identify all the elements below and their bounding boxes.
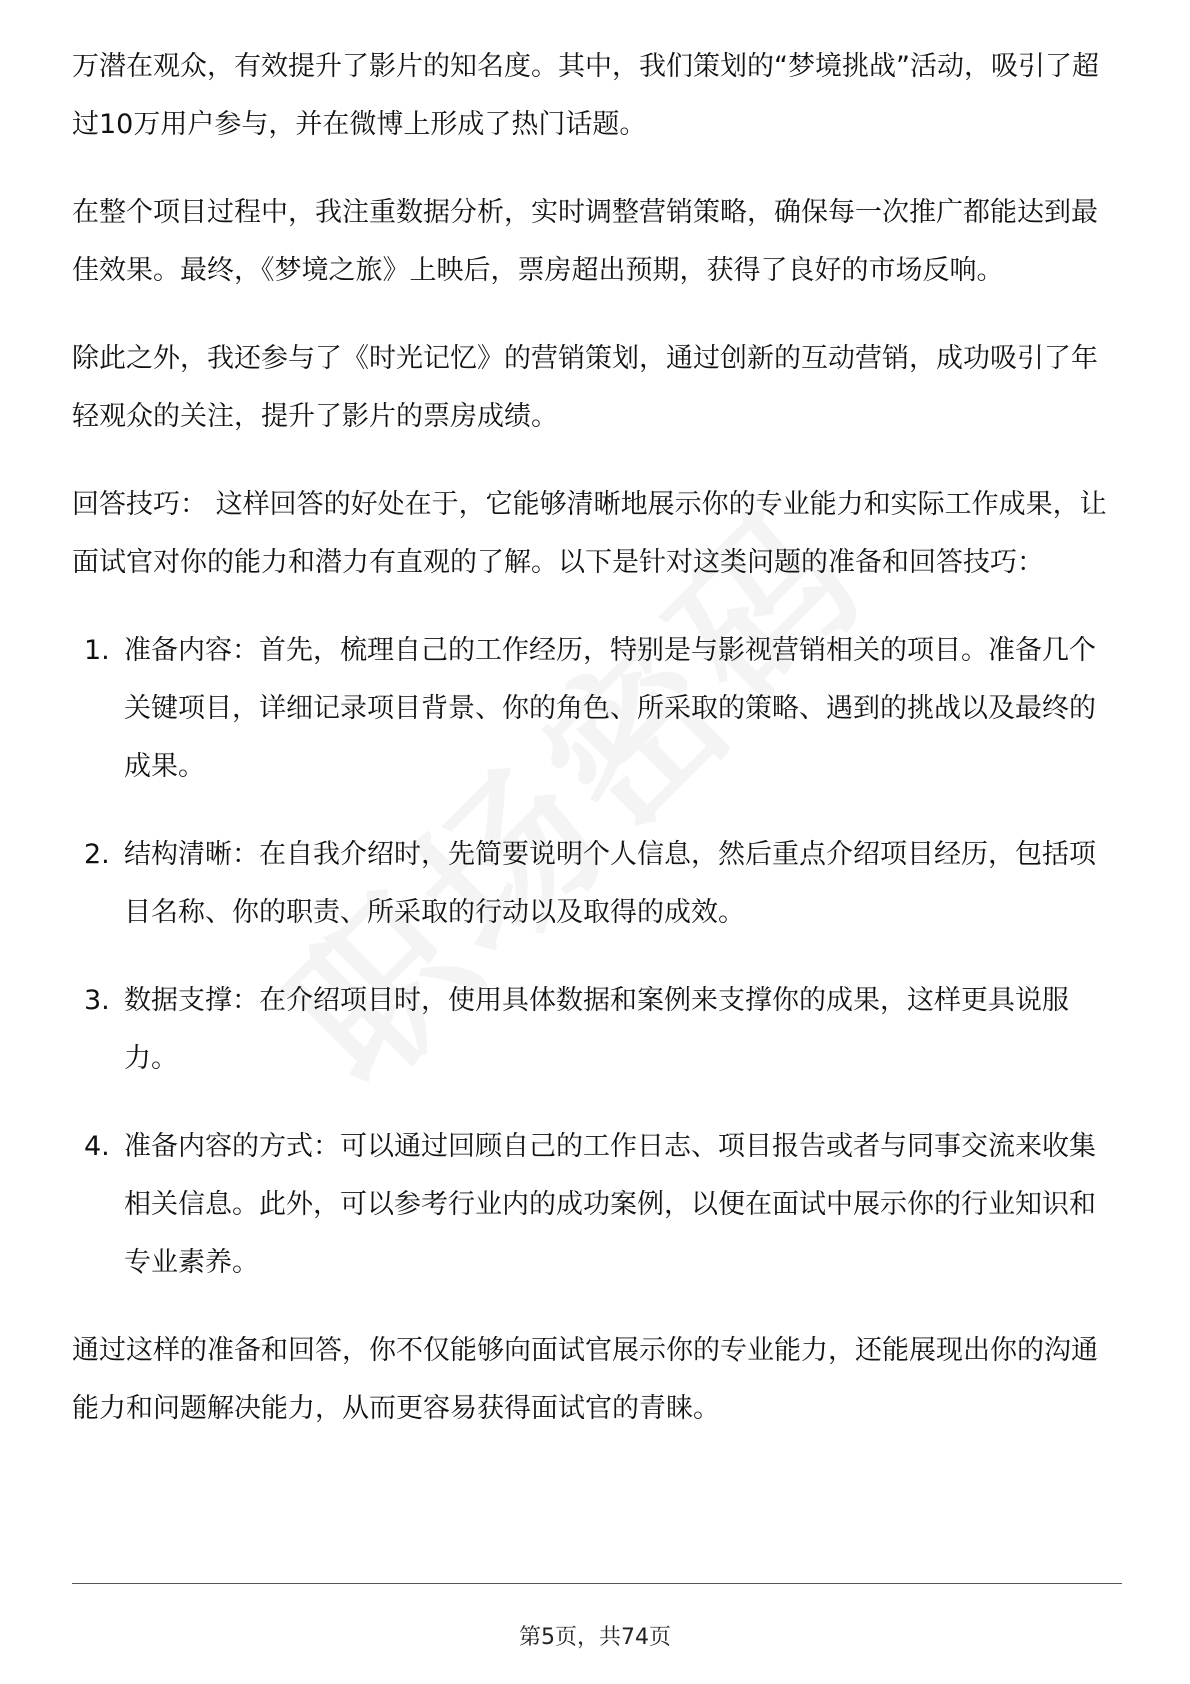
answer-tips-paragraph: 回答技巧： 这样回答的好处在于，它能够清晰地展示你的专业能力和实际工作成果，让面试官对你的能力和潜力有直观的了解。以下是针对这类问题的准备和回答技巧： [72,489,1107,578]
list-item [72,972,1122,1088]
paragraph: 在整个项目过程中，我注重数据分析，实时调整营销策略，确保每一次推广都能达到最佳效果。最终，《梦境之旅》上映后，票房超出预期，获得了良好的市场反响。 [72,197,1098,286]
list-item-text: 准备内容：首先，梳理自己的工作经历，特别是与影视营销相关的项目。准备几个关键项目，详细记录项目背景、你的角色、所采取的策略、遇到的挑战以及最终的成果。 [124,635,1096,782]
list-item [72,826,1122,942]
paragraph: 除此之外，我还参与了《时光记忆》的营销策划，通过创新的互动营销，成功吸引了年轻观众的关注，提升了影片的票房成绩。 [72,343,1098,432]
list-item-number: 2. [84,839,110,870]
list-item-text: 准备内容的方式：可以通过回顾自己的工作日志、项目报告或者与同事交流来收集相关信息。此外，可以参考行业内的成功案例，以便在面试中展示你的行业知识和专业素养。 [124,1131,1096,1278]
document-body [72,38,1122,1468]
list-item-text: 结构清晰：在自我介绍时，先简要说明个人信息，然后重点介绍项目经历，包括项目名称、你的职责、所采取的行动以及取得的成效。 [124,839,1096,928]
footer-divider [72,1583,1122,1584]
paragraph: 万潜在观众，有效提升了影片的知名度。其中，我们策划的“梦境挑战”活动，吸引了超过10万用户参与，并在微博上形成了热门话题。 [72,51,1099,140]
closing-paragraph: 通过这样的准备和回答，你不仅能够向面试官展示你的专业能力，还能展现出你的沟通能力和问题解决能力，从而更容易获得面试官的青睐。 [72,1335,1098,1424]
list-item-number: 4. [84,1131,110,1162]
tips-list [72,622,1122,1292]
list-item [72,1118,1122,1292]
list-item-text: 数据支撑：在介绍项目时，使用具体数据和案例来支撑你的成果，这样更具说服力。 [124,985,1069,1074]
page-number: 第5页，共74页 [519,1625,671,1650]
list-item-number: 3. [84,985,110,1016]
list-item-number: 1. [84,635,110,666]
list-item [72,622,1122,796]
